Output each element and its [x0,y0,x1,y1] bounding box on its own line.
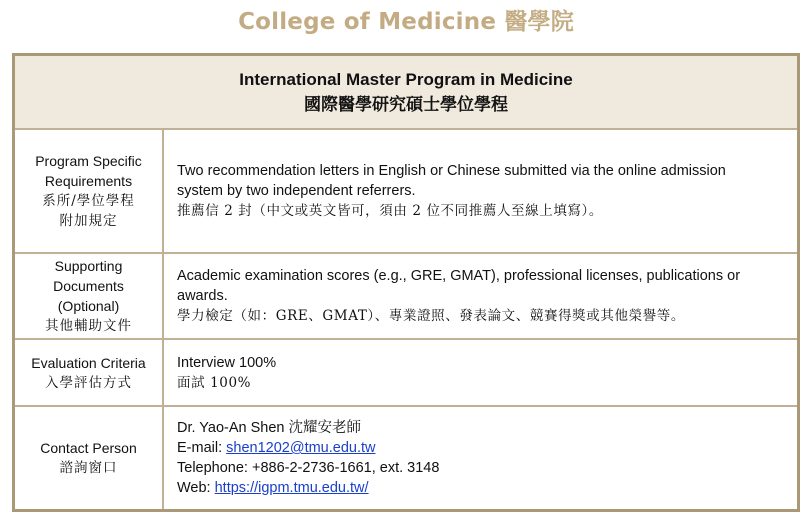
row-text-en: Academic examination scores (e.g., GRE, GMAT), professional licenses, publications or [177,268,741,284]
contact-web-line [177,478,791,498]
row-label-en: Documents [53,278,124,294]
row-label-en: Evaluation Criteria [31,354,146,371]
page-title: College of Medicine 醫學院 [238,9,574,35]
row-label-en: Supporting [54,258,123,274]
row-label-zh: 諮詢窗口 [59,460,118,476]
row-value [177,254,791,338]
contact-web-link[interactable]: https://igpm.tmu.edu.tw/ [214,480,369,496]
row-text-zh: 面試 100% [177,374,252,391]
row-text-en: system by two independent referrers. [177,183,416,199]
row-label [15,254,164,338]
row-label-en: Contact Person [40,440,137,456]
row-label [15,130,164,252]
table-row-contact-person [15,407,797,509]
contact-name: Dr. Yao-An Shen 沈耀安老師 [177,420,362,436]
contact-email-line [177,438,791,458]
contact-telephone: Telephone: +886-2-2736-1661, ext. 3148 [177,460,440,476]
program-title-en: International Master Program in Medicine [239,70,573,89]
program-header [15,56,797,130]
table-row-evaluation-criteria [15,340,797,407]
row-value [177,130,791,252]
row-label-en: Program Specific [35,153,142,169]
row-label [15,407,164,509]
row-value [177,407,791,509]
program-info-table [12,53,800,512]
table-row-supporting-documents [15,254,797,340]
table-row-program-requirements [15,130,797,254]
program-title-zh: 國際醫學研究碩士學位學程 [304,95,508,115]
contact-web-label: Web: [177,480,215,496]
row-label-zh: 附加規定 [59,213,118,229]
row-label-zh: 系所/學位學程 [42,193,135,209]
row-label-en: (Optional) [57,298,120,314]
row-text-zh: 推薦信 2 封（中文或英文皆可，須由 2 位不同推薦人至線上填寫）。 [177,203,603,219]
row-text-en: Two recommendation letters in English or Chinese submitted via the online admission [177,163,726,179]
row-label-en: Requirements [44,173,133,189]
contact-email-label: E-mail: [177,440,227,456]
row-text-en: Interview 100% [177,354,277,371]
row-label [15,340,164,405]
row-text-zh: 學力檢定（如：GRE、GMAT）、專業證照、發表論文、競賽得獎或其他榮譽等。 [177,308,685,324]
row-label-zh: 入學評估方式 [45,374,132,391]
contact-email-link[interactable]: shen1202@tmu.edu.tw [226,440,376,456]
row-value [177,340,791,405]
row-text-en: awards. [177,288,228,304]
row-label-zh: 其他輔助文件 [45,318,132,334]
